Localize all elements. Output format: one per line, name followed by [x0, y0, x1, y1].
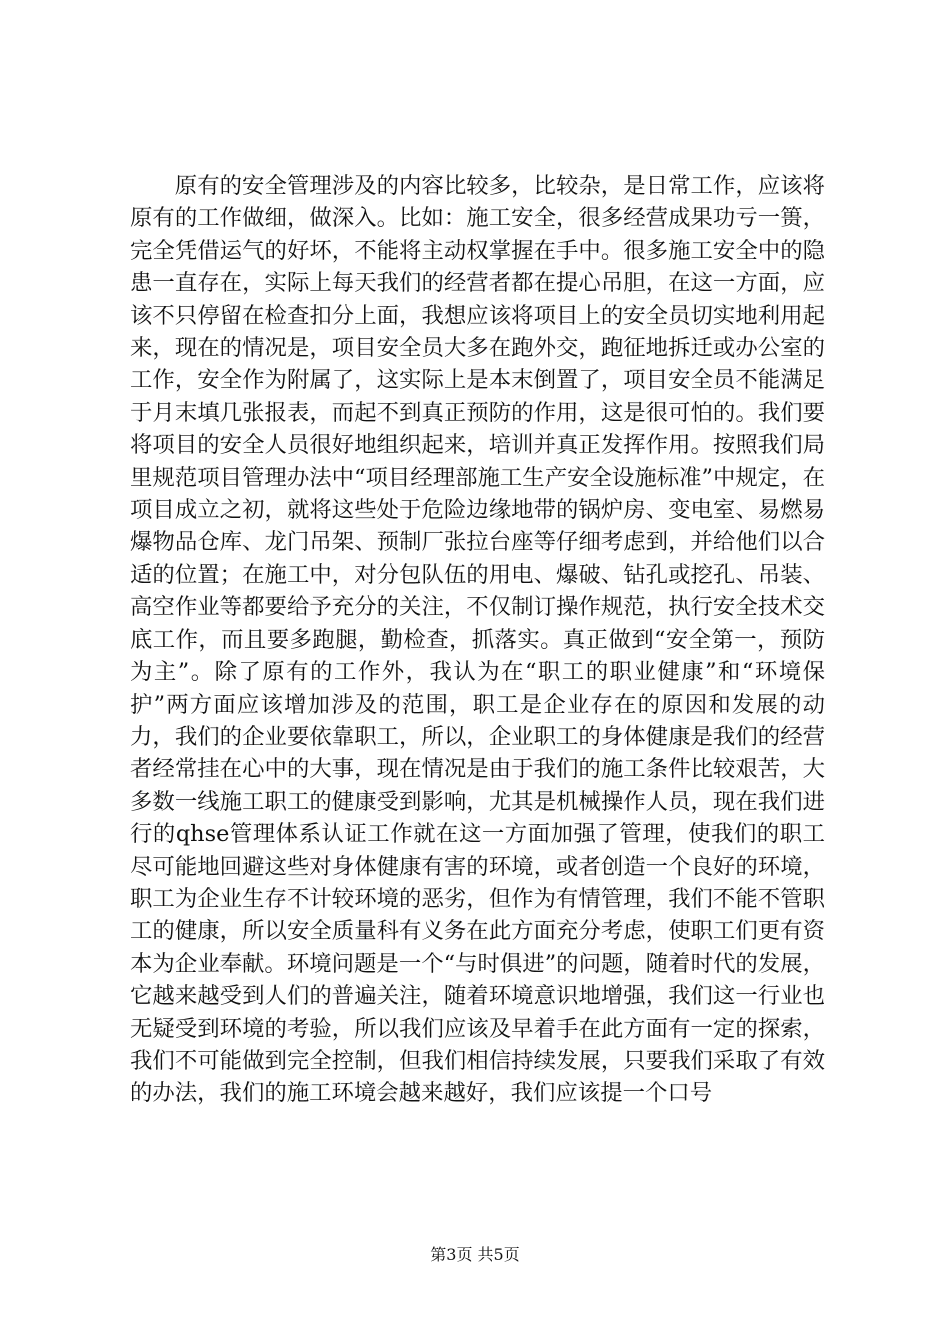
body-paragraph: 原有的安全管理涉及的内容比较多，比较杂，是日常工作，应该将原有的工作做细，做深入。比如：施工安全，很多经营成果功亏一篑，完全凭借运气的好坏，不能将主动权掌握在手中。很多施工安全中的隐患一直存在，实际上每天我们的经营者都在提心吊胆，在这一方面，应该不只停留在检查扣分上面，我想应该将项目上的安全员切实地利用起来，现在的情况是，项目安全员大多在跑外交，跑征地拆迁或办公室的工作，安全作为附属了，这实际上是本末倒置了，项目安全员不能满足于月末填几张报表，而起不到真正预防的作用，这是很可怕的。我们要将项目的安全人员很好地组织起来，培训并真正发挥作用。按照我们局里规范项目管理办法中“项目经理部施工生产安全设施标准”中规定，在项目成立之初，就将这些处于危险边缘地带的锅炉房、变电室、易燃易爆物品仓库、龙门吊架、预制厂张拉台座等仔细考虑到，并给他们以合适的位置；在施工中，对分包队伍的用电、爆破、钻孔或挖孔、吊装、高空作业等都要给予充分的关注，不仅制订操作规范，执行安全技术交底工作，而且要多跑腿，勤检查，抓落实。真正做到“安全第一，预防为主”。除了原有的工作外，我认为在“职工的职业健康”和“环境保护”两方面应该增加涉及的范围，职工是企业存在的原因和发展的动力，我们的企业要依靠职工，所以，企业职工的身体健康是我们的经营者经常挂在心中的大事，现在情况是由于我们的施工条件比较艰苦，大多数一线施工职工的健康受到影响，尤其是机械操作人员，现在我们进行的qhse管理体系认证工作就在这一方面加强了管理，使我们的职工尽可能地回避这些对身体健康有害的环境，或者创造一个良好的环境，职工为企业生存不计较环境的恶劣，但作为有情管理，我们不能不管职工的健康，所以安全质量科有义务在此方面充分考虑，使职工们更有资本为企业奉献。环境问题是一个“与时俱进”的问题，随着时代的发展，它越来越受到人们的普遍关注，随着环境意识地增强，我们这一行业也无疑受到环境的考验，所以我们应该及早着手在此方面有一定的探索，我们不可能做到完全控制，但我们相信持续发展，只要我们采取了有效的办法，我们的施工环境会越来越好，我们应该提一个口号 [130, 173, 825, 1107]
page-number-footer: 第3页 共5页 [430, 1245, 520, 1264]
